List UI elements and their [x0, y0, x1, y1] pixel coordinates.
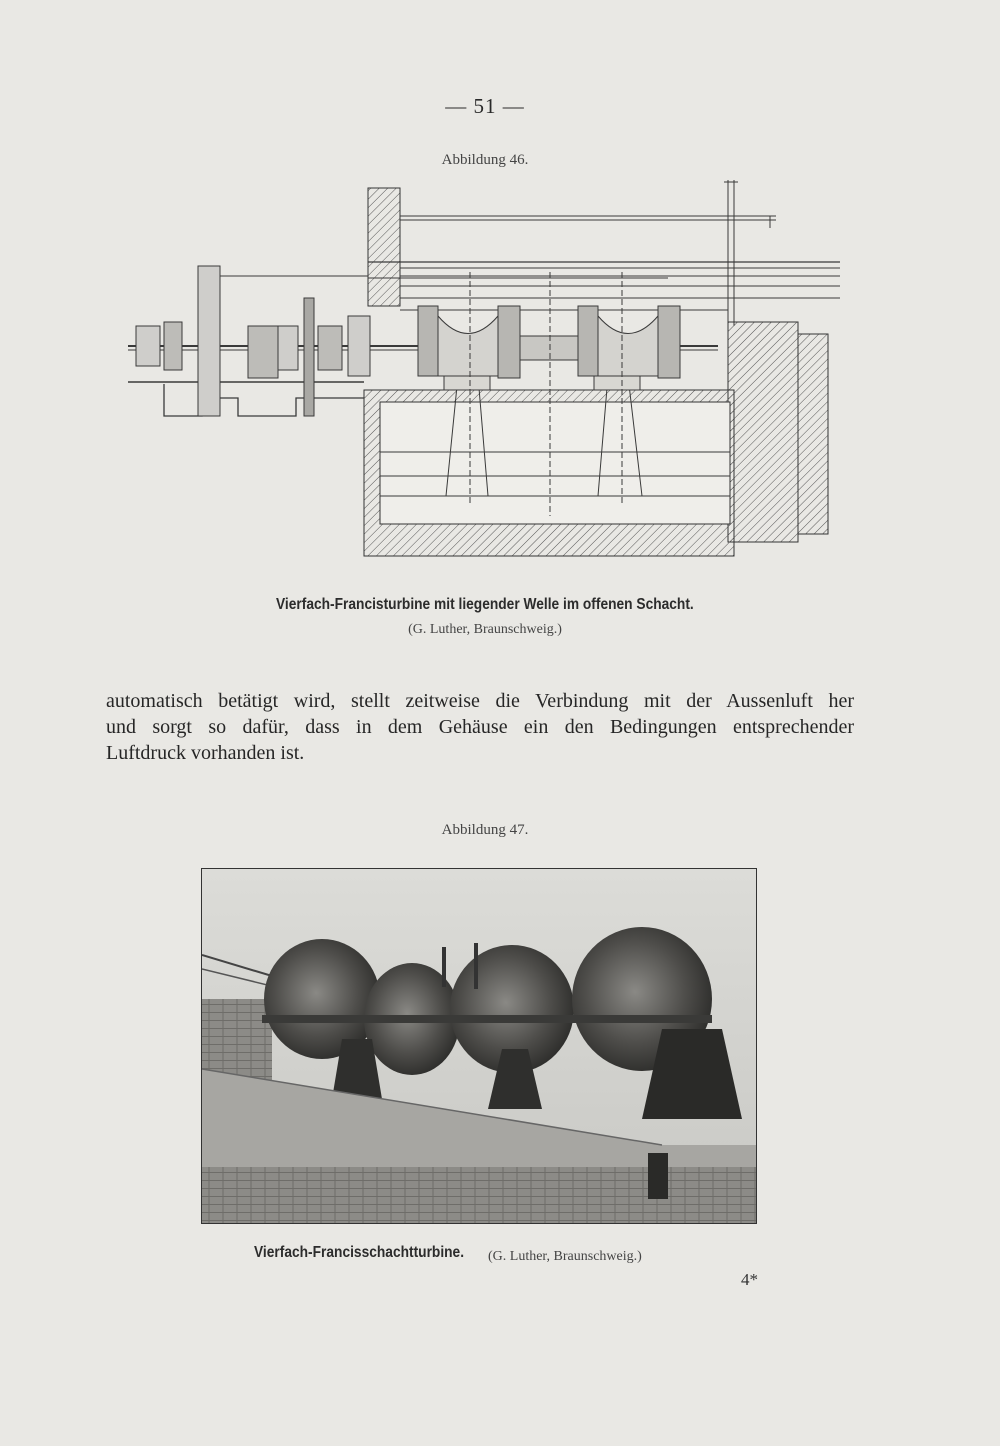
- body-line: Luftdruck vorhanden ist.: [106, 742, 305, 764]
- figure-47-label: Abbildung 47.: [441, 822, 529, 838]
- figure-47-caption: Vierfach-Francisschachtturbine.: [254, 1244, 465, 1261]
- body-line: automatisch betätigt wird, stellt zeitweise die Verbindung mit der Aussenluft her: [106, 690, 854, 712]
- figure-46-source: (G. Luther, Braunschweig.): [408, 622, 562, 637]
- body-paragraph: [106, 688, 854, 766]
- page-signature: 4*: [741, 1270, 758, 1289]
- page-number: — 51 —: [445, 94, 525, 118]
- figure-46-label: Abbildung 46.: [441, 152, 529, 168]
- body-line: und sorgt so dafür, dass in dem Gehäuse ein den Bedingungen entsprechender: [106, 716, 854, 738]
- figure-46-caption: Vierfach-Francisturbine mit liegender Welle im offenen Schacht.: [276, 596, 694, 613]
- turbine-photograph: [201, 868, 757, 1224]
- figure-47-source: (G. Luther, Braunschweig.): [488, 1249, 642, 1264]
- technical-drawing-francis-turbine: [128, 176, 842, 566]
